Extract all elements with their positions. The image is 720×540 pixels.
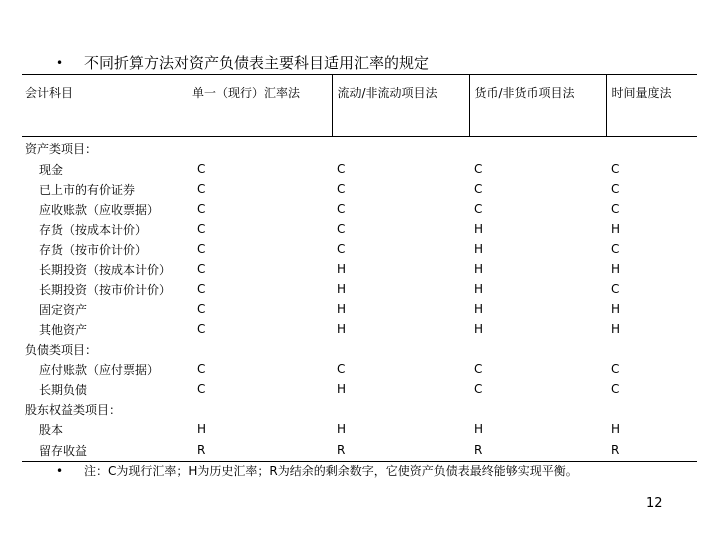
rate-cell: H [474, 282, 484, 296]
rate-cell: H [337, 382, 347, 396]
rate-cell [332, 399, 469, 419]
rate-cell: C [474, 202, 483, 216]
account-name: 长期投资（按成本计价） [39, 262, 172, 277]
rate-cell [606, 399, 697, 419]
rate-cell: H [474, 242, 484, 256]
rate-cell: H [337, 282, 347, 296]
rate-cell: C [197, 362, 206, 376]
rate-cell: H [474, 422, 484, 436]
section-label: 股东权益类项目： [25, 402, 122, 417]
page-number: 12 [646, 496, 663, 511]
rate-cell [606, 137, 697, 160]
rate-cell: C [197, 162, 206, 176]
rate-cell: H [474, 222, 484, 236]
account-name: 应付账款（应付票据） [39, 362, 160, 377]
rate-cell: R [192, 439, 332, 462]
account-name: 存货（按市价计价） [39, 242, 148, 257]
rate-cell: C [611, 362, 620, 376]
table-body [22, 137, 697, 462]
rate-cell: H [611, 222, 621, 236]
rate-cell: C [611, 202, 620, 216]
rate-cell: H [337, 302, 347, 316]
table-row [22, 379, 697, 399]
rate-cell: C [197, 202, 206, 216]
account-name: 存货（按成本计价） [39, 222, 148, 237]
rate-cell: C [337, 362, 346, 376]
table-row [22, 219, 697, 239]
column-header-temporal: 时间量度法 [606, 75, 697, 137]
rate-cell: H [197, 422, 207, 436]
rate-cell: H [474, 262, 484, 276]
slide-title: 不同折算方法对资产负债表主要科目适用汇率的规定 [84, 54, 430, 72]
rate-cell: C [337, 162, 346, 176]
rate-cell: C [197, 282, 206, 296]
rate-cell: C [611, 162, 620, 176]
account-name: 现金 [39, 162, 64, 177]
rate-cell: C [611, 182, 620, 196]
table-row [22, 359, 697, 379]
rate-cell: R [606, 439, 697, 462]
rate-cell: C [337, 222, 346, 236]
table-header-row [22, 75, 697, 137]
rate-cell: C [337, 202, 346, 216]
account-name: 已上市的有价证券 [39, 182, 136, 197]
table-row [22, 319, 697, 339]
rate-cell: C [197, 242, 206, 256]
account-name: 其他资产 [39, 322, 88, 337]
rate-cell: C [474, 182, 483, 196]
rate-cell: C [197, 382, 206, 396]
rate-cell [332, 137, 469, 160]
rate-cell: H [611, 262, 621, 276]
rate-cell: C [197, 302, 206, 316]
rate-cell [469, 137, 606, 160]
table-row [22, 419, 697, 439]
account-name: 长期负债 [39, 382, 88, 397]
rate-cell: H [337, 262, 347, 276]
rate-cell: H [337, 322, 347, 336]
section-label: 负债类项目： [25, 342, 98, 357]
rate-cell: C [197, 222, 206, 236]
table-row [22, 259, 697, 279]
rate-cell: C [474, 162, 483, 176]
section-row [22, 137, 697, 160]
section-row [22, 399, 697, 419]
rate-cell: C [611, 382, 620, 396]
table-row [22, 179, 697, 199]
rate-cell [469, 339, 606, 359]
column-header-account: 会计科目 [22, 75, 192, 137]
section-label: 资产类项目： [25, 141, 98, 156]
account-name: 应收账款（应收票据） [39, 202, 160, 217]
footnote: 注：C为现行汇率；H为历史汇率；R为结余的剩余数字，它使资产负债表最终能够实现平衡。 [84, 464, 578, 478]
column-header-monetary-nonmonetary: 货币/非货币项目法 [469, 75, 606, 137]
rate-cell: R [332, 439, 469, 462]
rate-cell: H [611, 302, 621, 316]
rate-cell [192, 137, 332, 160]
rate-cell: C [197, 182, 206, 196]
rate-cell [192, 339, 332, 359]
exchange-rate-table [22, 74, 697, 462]
table-row [22, 239, 697, 259]
rate-cell [469, 399, 606, 419]
rate-cell: R [469, 439, 606, 462]
rate-cell [606, 339, 697, 359]
rate-cell: C [337, 242, 346, 256]
table-row [22, 159, 697, 179]
rate-cell: H [337, 422, 347, 436]
rate-cell: C [611, 242, 620, 256]
account-name: 长期投资（按市价计价） [39, 282, 172, 297]
rate-cell: C [474, 362, 483, 376]
rate-cell: H [474, 302, 484, 316]
section-row [22, 339, 697, 359]
title-bullet: • [56, 56, 64, 70]
rate-cell [332, 339, 469, 359]
column-header-current-rate: 单一（现行）汇率法 [192, 75, 332, 137]
table-row [22, 199, 697, 219]
rate-cell: C [197, 322, 206, 336]
rate-cell: C [337, 182, 346, 196]
table-row [22, 299, 697, 319]
rate-cell: C [197, 262, 206, 276]
account-name: 固定资产 [39, 302, 88, 317]
table-row [22, 279, 697, 299]
rate-cell: C [474, 382, 483, 396]
account-name: 股本 [39, 422, 64, 437]
rate-cell [192, 399, 332, 419]
rate-cell: H [611, 422, 621, 436]
column-header-current-noncurrent: 流动/非流动项目法 [332, 75, 469, 137]
rate-cell: H [474, 322, 484, 336]
rate-cell: C [611, 282, 620, 296]
rate-cell: H [611, 322, 621, 336]
table-row [22, 439, 697, 462]
account-name: 留存收益 [22, 439, 192, 462]
note-bullet: • [56, 464, 64, 478]
